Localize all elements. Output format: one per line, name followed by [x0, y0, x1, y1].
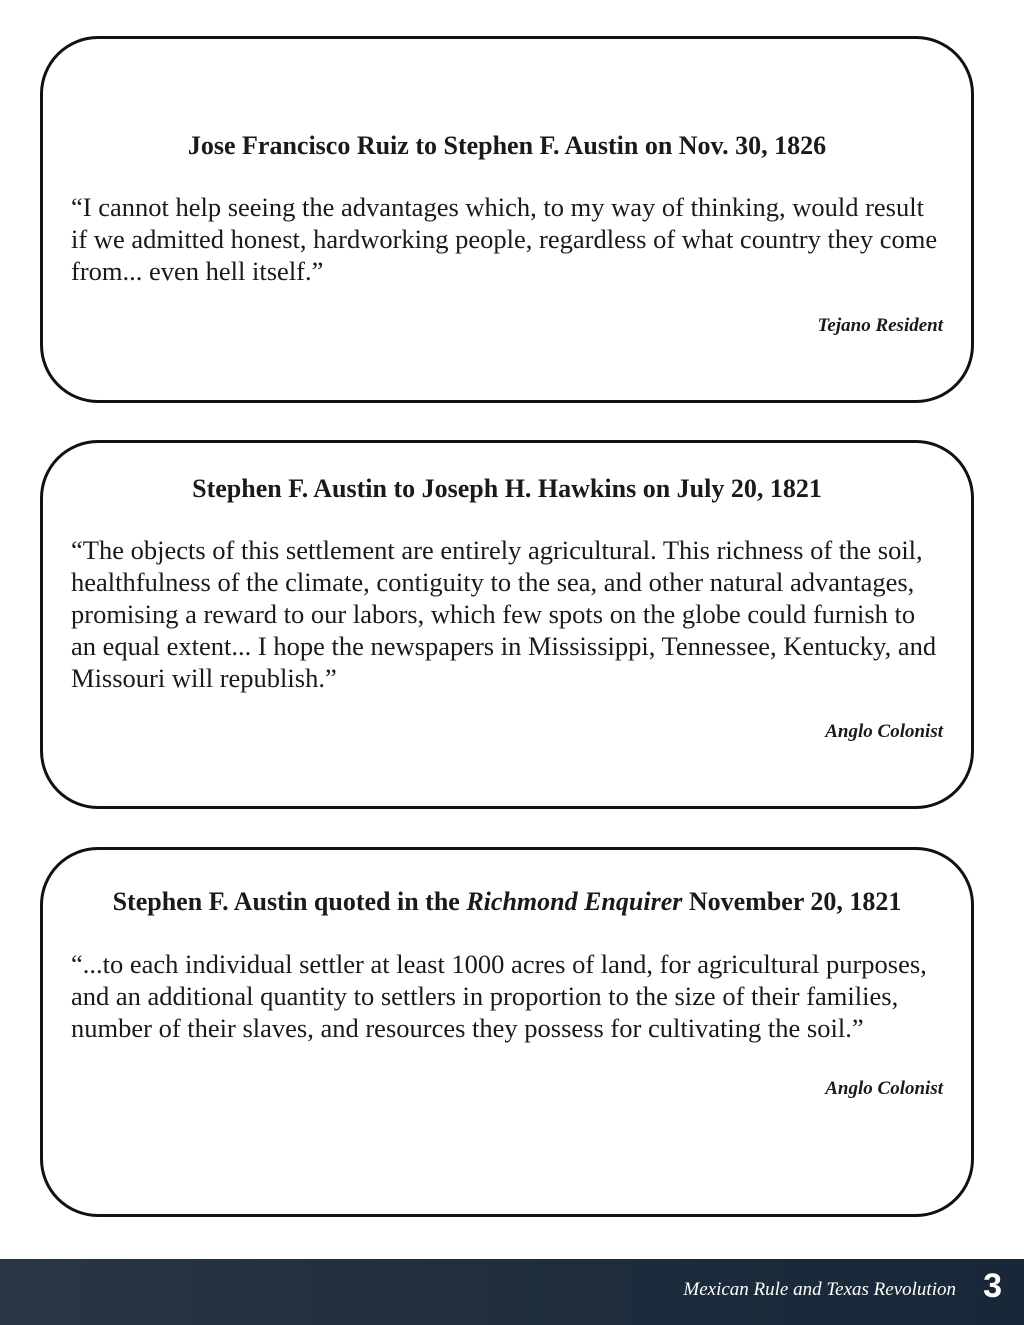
document-card-ruiz: [40, 36, 974, 403]
card-quote: “I cannot help seeing the advantages which, to my way of thinking, would result if we admitted honest, hardworking people, regardless of what country they come from... even hell itself.”: [71, 192, 938, 286]
footer-title: Mexican Rule and Texas Revolution: [683, 1279, 956, 1300]
card-title-publication: Richmond Enquirer: [466, 887, 683, 916]
card-quote: “...to each individual settler at least 1000 acres of land, for agricultural purposes, and an additional quantity to settlers in proportion to the size of their families, number of their slaves, and resources they possess for cultivating the soil.”: [71, 949, 927, 1043]
card-title-prefix: Stephen F. Austin quoted in the: [112, 887, 467, 916]
card-title: Jose Francisco Ruiz to Stephen F. Austin on Nov. 30, 1826: [187, 131, 827, 160]
document-card-austin-hawkins: [40, 440, 974, 809]
card-attribution: Anglo Colonist: [825, 1078, 943, 1099]
card-attribution: Anglo Colonist: [825, 721, 943, 742]
page-footer: [0, 1259, 1024, 1325]
document-card-richmond-enquirer: [40, 847, 974, 1217]
card-title: [43, 886, 971, 918]
card-title: Stephen F. Austin to Joseph H. Hawkins on July 20, 1821: [192, 474, 822, 503]
card-attribution: Tejano Resident: [817, 315, 943, 336]
card-title-suffix: November 20, 1821: [682, 887, 902, 916]
card-quote: “The objects of this settlement are entirely agricultural. This richness of the soil, healthfulness of the climate, contiguity to the sea, and other natural advantages, promising a reward to our labors, which few spots on the globe could furnish to an equal extent... I hope the newspapers in Mississippi, Tennessee, Kentucky, and Missouri will republish.”: [71, 535, 937, 693]
page-number: 3: [983, 1267, 1002, 1305]
